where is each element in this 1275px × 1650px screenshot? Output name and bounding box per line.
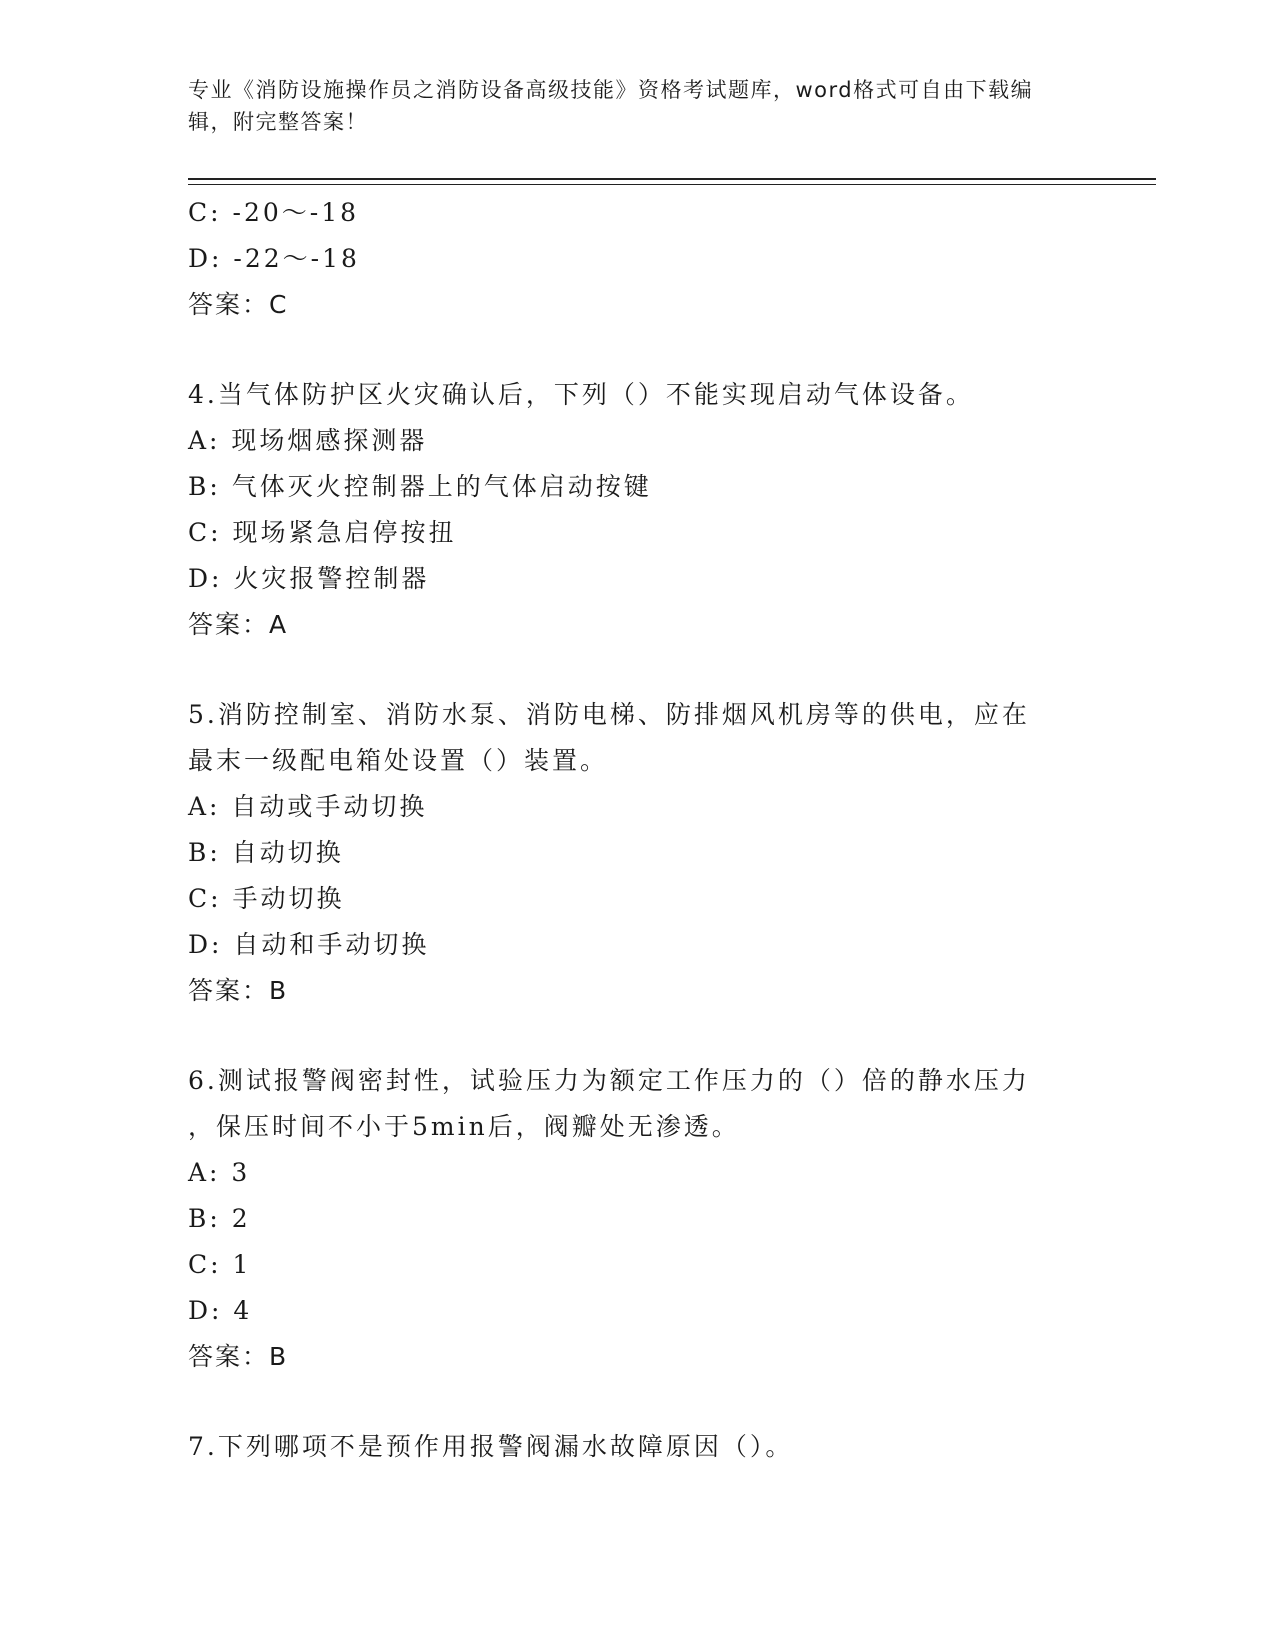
answer: 答案：A [188,610,289,639]
option-c: C: 手动切换 [188,884,345,913]
header-divider-thick [188,178,1156,180]
question-text: 7.下列哪项不是预作用报警阀漏水故障原因（）。 [188,1432,794,1461]
option-a: A: 自动或手动切换 [188,792,428,821]
option-d: D: -22～-18 [188,244,360,273]
document-header [188,74,1068,138]
header-text: 专业《消防设施操作员之消防设备高级技能》资格考试题库，word格式可自由下载编辑，附完整答案！ [188,78,1034,134]
question-text-line-1: 6.测试报警阀密封性，试验压力为额定工作压力的（）倍的静水压力 [188,1066,1030,1095]
option-c: C: -20～-18 [188,198,360,227]
question-4 [188,372,1068,648]
option-c: C: 1 [188,1250,252,1279]
option-a: A: 现场烟感探测器 [188,426,428,455]
question-text: 4.当气体防护区火灾确认后，下列（）不能实现启动气体设备。 [188,380,974,409]
question-text-line-1: 5.消防控制室、消防水泵、消防电梯、防排烟风机房等的供电，应在 [188,700,1030,729]
option-b: B: 自动切换 [188,838,344,867]
question-3-continued [188,190,1068,328]
answer: 答案：C [188,290,289,319]
option-d: D: 火灾报警控制器 [188,564,430,593]
option-d: D: 自动和手动切换 [188,930,430,959]
option-c: C: 现场紧急启停按扭 [188,518,457,547]
option-b: B: 2 [188,1204,251,1233]
option-b: B: 气体灭火控制器上的气体启动按键 [188,472,652,501]
answer: 答案：B [188,976,289,1005]
question-text-line-2: 最末一级配电箱处设置（）装置。 [188,746,609,775]
question-7 [188,1424,1068,1470]
option-d: D: 4 [188,1296,253,1325]
question-list [188,190,1068,1470]
question-5 [188,692,1068,1014]
header-divider-thin [188,184,1156,185]
question-6 [188,1058,1068,1380]
option-a: A: 3 [188,1158,251,1187]
answer: 答案：B [188,1342,289,1371]
question-text-line-2: ，保压时间不小于5min后，阀瓣处无渗透。 [188,1112,740,1141]
